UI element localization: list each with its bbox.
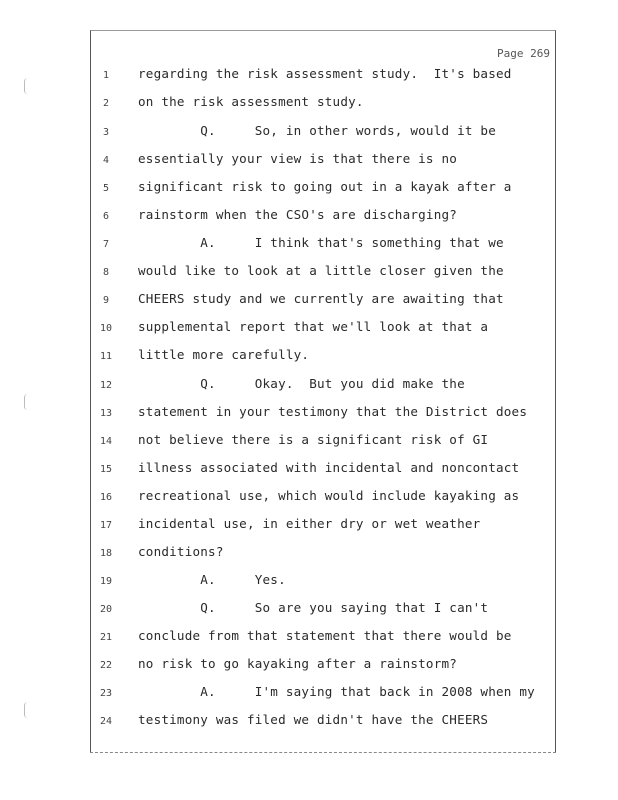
line-text: not believe there is a significant risk of GI [138,432,489,447]
line-number: 10 [99,323,113,334]
transcript-line [0,263,618,291]
line-number: 24 [99,716,113,727]
transcript-line [0,572,618,600]
line-number: 15 [99,464,113,475]
line-number: 21 [99,632,113,643]
transcript-line [0,207,618,235]
transcript-line [0,179,618,207]
line-text: essentially your view is that there is no [138,151,458,166]
transcript-line [0,600,618,628]
line-number: 17 [99,520,113,531]
line-text: supplemental report that we'll look at that a [138,319,489,334]
line-text: rainstorm when the CSO's are discharging? [138,207,458,222]
line-number: 11 [99,351,113,362]
line-number: 8 [102,267,110,278]
page-number: Page 269 [497,47,550,60]
line-number: 18 [99,548,113,559]
transcript-line [0,151,618,179]
line-number: 7 [102,239,110,250]
line-number: 5 [102,183,110,194]
transcript-line [0,94,618,122]
line-text: testimony was filed we didn't have the CHEERS [138,712,489,727]
transcript-line [0,319,618,347]
transcript-line [0,628,618,656]
line-text: illness associated with incidental and noncontact [138,460,520,475]
transcript-line [0,404,618,432]
line-number: 23 [99,688,113,699]
line-number: 4 [102,155,110,166]
line-text: recreational use, which would include kayaking as [138,488,520,503]
line-text: incidental use, in either dry or wet weather [138,516,481,531]
line-text: A. I think that's something that we [138,235,504,250]
line-text: statement in your testimony that the District does [138,404,528,419]
transcript-line [0,656,618,684]
line-number: 19 [99,576,113,587]
transcript-line [0,684,618,712]
line-text: CHEERS study and we currently are awaiting that [138,291,504,306]
line-number: 16 [99,492,113,503]
line-text: conditions? [138,544,224,559]
line-text: regarding the risk assessment study. It's based [138,66,512,81]
line-number: 13 [99,408,113,419]
line-number: 3 [102,127,110,138]
line-text: A. I'm saying that back in 2008 when my [138,684,535,699]
transcript-line [0,235,618,263]
line-text: A. Yes. [138,572,286,587]
line-text: would like to look at a little closer given the [138,263,504,278]
line-text: on the risk assessment study. [138,94,364,109]
transcript-line [0,712,618,740]
transcript-line [0,460,618,488]
transcript-line [0,376,618,404]
transcript-line [0,123,618,151]
transcript-line [0,347,618,375]
transcript-line [0,516,618,544]
line-number: 1 [102,70,110,81]
line-text: no risk to go kayaking after a rainstorm? [138,656,458,671]
line-number: 12 [99,380,113,391]
line-text: significant risk to going out in a kayak after a [138,179,512,194]
line-text: Q. So are you saying that I can't [138,600,489,615]
line-number: 22 [99,660,113,671]
transcript-line [0,291,618,319]
line-text: Q. Okay. But you did make the [138,376,465,391]
transcript-line [0,432,618,460]
line-number: 2 [102,98,110,109]
transcript-line [0,488,618,516]
line-number: 20 [99,604,113,615]
line-text: little more carefully. [138,347,310,362]
line-number: 14 [99,436,113,447]
line-number: 9 [102,295,110,306]
line-text: Q. So, in other words, would it be [138,123,496,138]
line-number: 6 [102,211,110,222]
transcript-line [0,66,618,94]
transcript-line [0,544,618,572]
line-text: conclude from that statement that there would be [138,628,512,643]
